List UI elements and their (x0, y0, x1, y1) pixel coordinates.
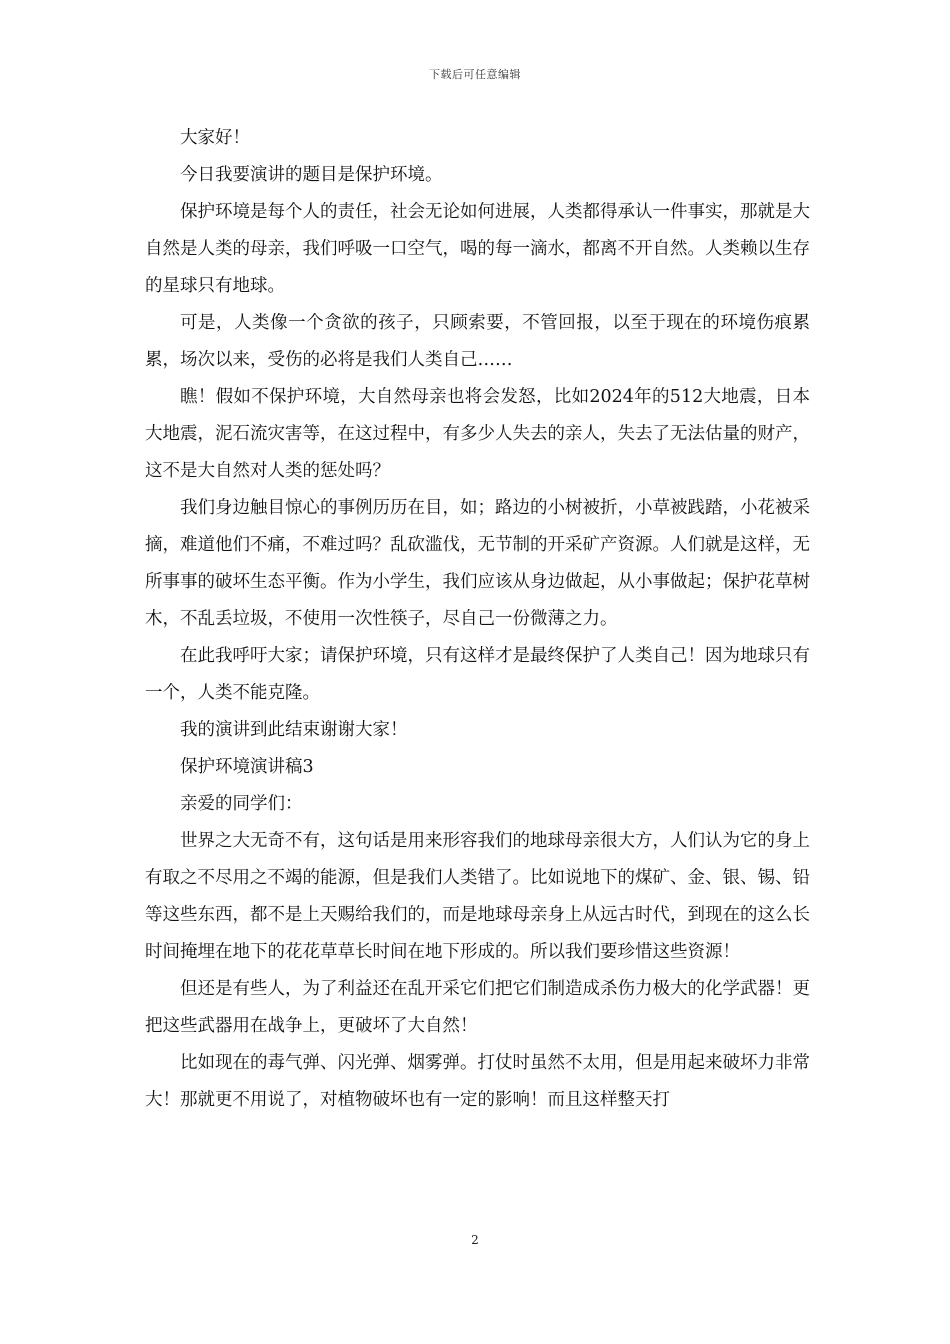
page-number: 2 (471, 1233, 479, 1247)
document-body (145, 120, 810, 1119)
paragraph-topic: 今日我要演讲的题目是保护环境。 (180, 165, 443, 185)
paragraph-closing: 我的演讲到此结束谢谢大家！ (180, 720, 408, 740)
paragraph-resources: 世界之大无奇不有，这句话是用来形容我们的地球母亲很大方，人们认为它的身上有取之不尽用之不竭的能源，但是我们人类错了。比如说地下的煤矿、金、银、锡、铅等这些东西，都不是上天赐给我们的，而是地球母亲身上从远古时代，到现在的这么长时间掩埋在地下的花花草草长时间在地下形成的。所以我们要珍惜这些资源！ (145, 831, 810, 962)
section-title: 保护环境演讲稿3 (180, 757, 314, 777)
paragraph-salutation: 亲爱的同学们： (180, 794, 303, 814)
paragraph-weapons: 但还是有些人，为了利益还在乱开采它们把它们制造成杀伤力极大的化学武器！更把这些武器用在战争上，更破坏了大自然！ (145, 979, 810, 1036)
paragraph-greedy-child: 可是，人类像一个贪欲的孩子，只顾索要，不管回报，以至于现在的环境伤痕累累，场次以来，受伤的必将是我们人类自己…… (145, 313, 810, 370)
paragraph-responsibility: 保护环境是每个人的责任，社会无论如何进展，人类都得承认一件事实，那就是大自然是人类的母亲，我们呼吸一口空气，喝的每一滴水，都离不开自然。人类赖以生存的星球只有地球。 (145, 202, 810, 296)
paragraph-bombs: 比如现在的毒气弹、闪光弹、烟雾弹。打仗时虽然不太用，但是用起来破坏力非常大！那就更不用说了，对植物破坏也有一定的影响！而且这样整天打 (145, 1053, 810, 1110)
page-header: 下载后可任意编辑 (429, 68, 521, 81)
paragraph-examples: 我们身边触目惊心的事例历历在目，如；路边的小树被折，小草被践踏，小花被采摘，难道他们不痛，不难过吗？乱砍滥伐，无节制的开采矿产资源。人们就是这样，无所事事的破坏生态平衡。作为小学生，我们应该从身边做起，从小事做起；保护花草树木，不乱丢垃圾，不使用一次性筷子，尽自己一份微薄之力。 (145, 498, 810, 629)
paragraph-appeal: 在此我呼吁大家；请保护环境，只有这样才是最终保护了人类自己！因为地球只有一个，人类不能克隆。 (145, 646, 810, 703)
paragraph-disasters: 瞧！假如不保护环境，大自然母亲也将会发怒，比如2024年的512大地震，日本大地震，泥石流灾害等，在这过程中，有多少人失去的亲人，失去了无法估量的财产，这不是大自然对人类的惩处吗？ (145, 387, 810, 481)
paragraph-greeting: 大家好！ (180, 128, 250, 148)
